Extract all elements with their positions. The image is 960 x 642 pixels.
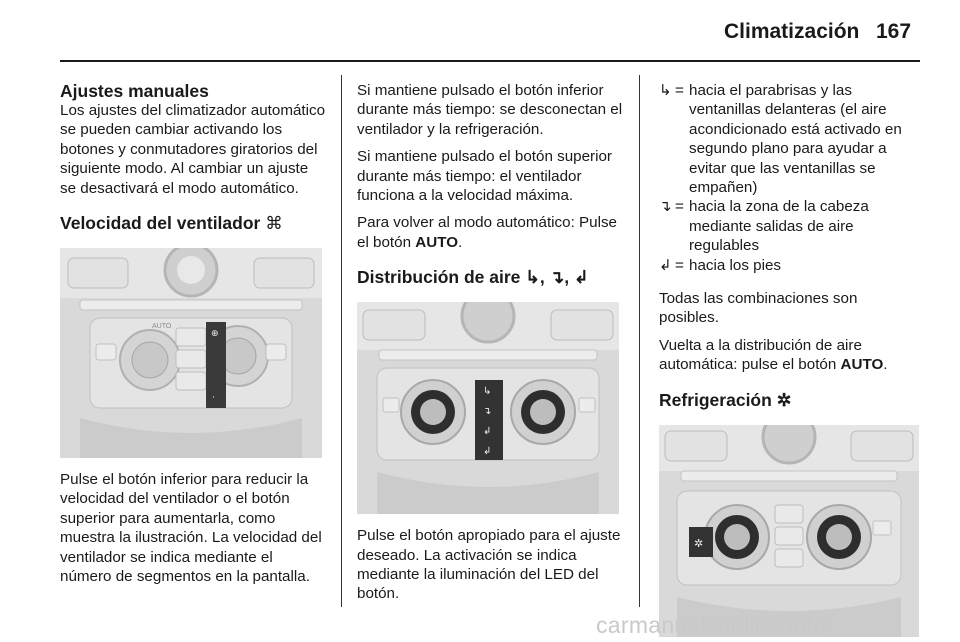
def-windshield-text: hacia el parabrisas y las ventanillas delanteras (el aire acondicionado está activado en segundo plano para ayudar a evitar que las ventanillas se empañen) — [689, 82, 902, 197]
return-auto-period: . — [458, 233, 463, 251]
svg-text:↴: ↴ — [483, 406, 492, 418]
column-3 — [659, 81, 921, 637]
column-1 — [60, 81, 328, 594]
auto-distribution-period: . — [883, 356, 888, 374]
paragraph-auto-distribution — [659, 336, 921, 375]
def-equals: = — [675, 82, 684, 99]
fan-icon: ⌘ — [265, 213, 283, 234]
snowflake-icon: ✲ — [776, 389, 792, 410]
def-equals: = — [675, 198, 684, 216]
column-divider-1 — [341, 75, 342, 607]
def-feet-text: hacia los pies — [689, 256, 782, 274]
svg-text:↲: ↲ — [483, 446, 492, 458]
heading-fan-speed-label: Velocidad del ventilador — [60, 213, 261, 234]
paragraph-air-distribution: Pulse el botón apropiado para el ajuste deseado. La activación se indica mediante la iluminación del LED del botón. — [357, 527, 621, 603]
svg-text:↲: ↲ — [483, 426, 492, 438]
paragraph-combinations: Todas las combinaciones son posibles. — [659, 290, 858, 327]
def-head-zone-text: hacia la zona de la cabeza mediante salidas de aire regulables — [689, 198, 869, 255]
windshield-icon: ↳ — [659, 82, 672, 99]
header-rule — [60, 60, 920, 62]
watermark: carmanualsonline.info — [596, 612, 827, 638]
page-header-title: Climatización — [724, 20, 860, 43]
svg-text:·: · — [212, 393, 215, 404]
paragraph-long-press-lower: Si mantiene pulsado el botón inferior durante más tiempo: se desconectan el ventilador y la refrigeración. — [357, 82, 623, 138]
paragraph-long-press-upper: Si mantiene pulsado el botón superior durante más tiempo: el ventilador funciona a la velocidad máxima. — [357, 148, 612, 205]
svg-text:↳: ↳ — [483, 386, 492, 398]
feet-icon: ↲ — [659, 256, 672, 274]
heading-cooling — [659, 389, 921, 411]
paragraph-return-auto — [357, 213, 627, 252]
heading-cooling-label: Refrigeración — [659, 389, 772, 410]
fan-speed-illustration — [60, 248, 322, 458]
auto-label: AUTO — [152, 323, 172, 331]
column-2 — [357, 81, 627, 612]
page-number: 167 — [876, 20, 912, 43]
svg-text:⊕: ⊕ — [211, 329, 219, 340]
cooling-illustration — [659, 425, 919, 637]
auto-distribution-text: Vuelta a la distribución de aire automática: pulse el botón — [659, 336, 862, 374]
head-zone-icon: ↴ — [659, 198, 672, 216]
heading-manual-settings: Ajustes manuales — [60, 81, 209, 101]
auto-keyword: AUTO — [840, 356, 884, 374]
paragraph-manual-settings: Los ajustes del climatizador automático se pueden cambiar activando los botones y conmutadores giratorios del siguiente modo. Al cambiar un ajuste se desactivará el modo automático. — [60, 102, 326, 197]
column-divider-2 — [639, 75, 640, 607]
air-distribution-icons: ↳, ↴, ↲ — [525, 267, 589, 288]
heading-fan-speed — [60, 212, 328, 234]
heading-air-distribution-label: Distribución de aire — [357, 267, 521, 288]
return-auto-text: Para volver al modo automático: Pulse el botón — [357, 214, 618, 251]
auto-keyword: AUTO — [415, 233, 459, 251]
paragraph-fan-speed: Pulse el botón inferior para reducir la velocidad del ventilador o el botón superior para aumentarla, como muestra la ilustración. La velocidad del ventilador se indica mediante el número de segmentos en la pantalla. — [60, 471, 322, 586]
svg-text:✲: ✲ — [694, 536, 704, 550]
air-distribution-definitions — [659, 81, 921, 275]
def-equals: = — [675, 256, 684, 274]
heading-air-distribution — [357, 266, 627, 288]
air-distribution-illustration — [357, 302, 619, 514]
